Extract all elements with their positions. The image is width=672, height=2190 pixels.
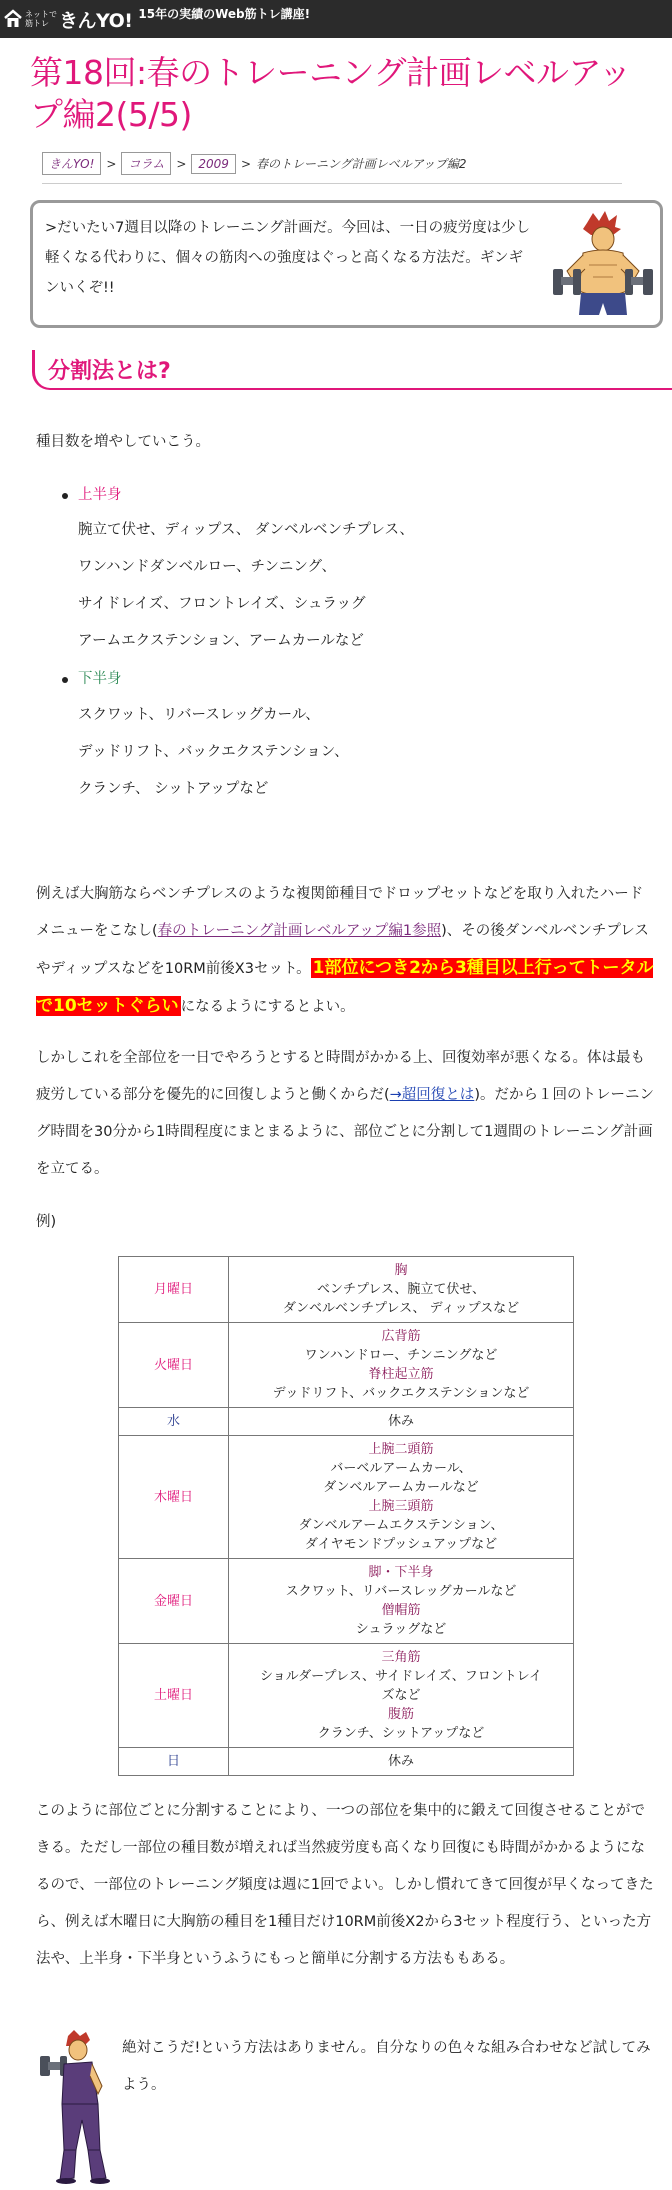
level-up-1-link[interactable]: 春のトレーニング計画レベルアップ編1参照 [157,923,442,939]
lower-body-list [78,697,638,808]
page-title: 第18回:春のトレーニング計画レベルアップ編2(5/5) [30,53,632,134]
schedule-day: 月曜日 [119,1257,229,1323]
table-row [119,1257,574,1323]
paragraph-text: )、その後ダンベルベンチプレスやディップスなどを10RM前後X3セット。 [36,923,649,977]
section-title: 分割法とは? [48,359,171,384]
section-heading [22,350,672,400]
schedule-content [229,1436,574,1559]
schedule-content [229,1257,574,1323]
schedule-day: 金曜日 [119,1559,229,1644]
schedule-day: 木曜日 [119,1436,229,1559]
exercise-line: シュラッグなど [355,1622,447,1637]
breadcrumb-home[interactable]: きんYO! [42,152,101,175]
schedule-content [229,1748,574,1776]
logo-small-bottom: 筋トレ [25,19,49,28]
example-label: 例) [36,1214,57,1230]
exercise-line: ダンベルアームエクステンション、 [298,1518,504,1533]
paragraph-dropset [36,876,656,1026]
breadcrumb-separator: > [240,156,252,171]
muscle-group: 広背筋 [381,1329,421,1344]
final-message: 絶対こうだ!という方法はありません。自分なりの色々な組み合わせなど試してみよう。 [122,2040,651,2093]
intro-text: >だいたい7週目以降のトレーニング計画だ。今回は、一日の疲労度は少し軽くなる代わりに、個々の筋肉への強度はぐっと高くなる方法だ。ギンギンいくぞ!! [45,220,531,296]
exercise-line: スクワット、リバースレッグカールなど [285,1584,517,1599]
site-logo-link[interactable] [4,3,132,35]
logo-small-top: ネットで [25,10,57,19]
exercise-line: ダンベルベンチプレス、 ディップスなど [282,1301,520,1316]
exercise-line: ダイヤモンドプッシュアップなど [304,1537,498,1552]
exercise-line: バーベルアームカール、 [330,1461,472,1476]
exercise-line: ズなど [381,1688,421,1703]
list-line: デッドリフト、バックエクステンション、 [78,744,349,760]
paragraph-text: )。だから１回のトレーニング時間を30分から1時間程度にまとまるように、部位ごとに分割して1週間のトレーニング計画を立てる。 [36,1087,654,1177]
table-row [119,1559,574,1644]
exercise-line: ワンハンドロー、チンニングなど [304,1348,498,1363]
schedule-day: 水 [119,1408,229,1436]
breadcrumb-separator: > [106,156,117,171]
highlight-text: 1部位につき2から3種目以上行ってトータルで10セットぐらい [36,958,654,1016]
table-row [119,1748,574,1776]
super-recovery-link[interactable]: →超回復とは [389,1087,475,1103]
weekly-schedule-table [118,1256,574,1776]
list-line: ワンハンドダンベルロー、チンニング、 [78,559,336,575]
muscle-group: 脚・下半身 [368,1565,434,1580]
breadcrumb-year[interactable]: 2009 [191,154,236,174]
breadcrumb [42,150,622,184]
upper-body-list [78,512,638,660]
muscle-group: 僧帽筋 [381,1603,421,1618]
site-tagline: 15年の実績のWeb筋トレ講座! [138,6,311,21]
table-row [119,1323,574,1408]
paragraph-text: になるようにするとよい。 [180,999,355,1015]
muscle-group: 腹筋 [387,1707,414,1722]
exercise-line: ベンチプレス、腕立て伏せ、 [316,1282,486,1297]
logo-main-text: きんYO! [59,9,133,32]
list-line: サイドレイズ、フロントレイズ、シュラッグ [78,596,366,612]
site-header [0,0,672,38]
rest-label: 休み [387,1414,414,1429]
closing-paragraph: このように部位ごとに分割することにより、一つの部位を集中的に鍛えて回復させることができる。ただし一部位の種目数が増えれば当然疲労度も高くなり回復にも時間がかかるようになるので、一部位のトレーニング頻度は週に1回でよい。しかし慣れてきて回復が早くなってきたら、例えば木曜日に大胸筋の種目を1種目だけ10RM前後X2から3セット程度行う、といった方法や、上半身・下半身というふうにもっと簡単に分割する方法ももある。 [36,1803,654,1967]
table-row [119,1408,574,1436]
table-row [119,1436,574,1559]
muscle-group: 三角筋 [381,1650,421,1665]
logo-small-text [25,10,57,28]
schedule-day: 土曜日 [119,1644,229,1748]
list-line: アームエクステンション、アームカールなど [78,633,364,649]
muscle-group: 脊柱起立筋 [368,1367,434,1382]
dumbbell-character-illustration [40,2030,120,2185]
breadcrumb-separator: > [176,156,187,171]
breadcrumb-column[interactable]: コラム [121,152,171,175]
paragraph-text: しかしこれを全部位を一日でやろうとすると時間がかかる上、回復効率が悪くなる。体は最も疲労している部分を優先的に回復しようと働くからだ( [36,1050,645,1103]
home-icon [4,9,22,29]
muscle-group: 上腕二頭筋 [368,1442,434,1457]
exercise-line: ダンベルアームカールなど [323,1480,479,1495]
rest-label: 休み [387,1754,414,1769]
exercise-line: デッドリフト、バックエクステンションなど [272,1386,530,1401]
schedule-content [229,1323,574,1408]
exercise-line: クランチ、シットアップなど [317,1726,485,1741]
muscle-group: 胸 [394,1263,408,1278]
exercise-line: ショルダープレス、サイドレイズ、フロントレイ [259,1669,543,1684]
schedule-day: 火曜日 [119,1323,229,1408]
schedule-content [229,1559,574,1644]
table-row [119,1644,574,1748]
muscle-group: 上腕三頭筋 [368,1499,434,1514]
lower-body-title: 下半身 [78,664,122,694]
schedule-day: 日 [119,1748,229,1776]
upper-body-title: 上半身 [78,480,122,510]
paragraph-recovery [36,1040,656,1188]
list-line: 腕立て伏せ、ディップス、 ダンベルベンチプレス、 [78,522,414,538]
list-line: スクワット、リバースレッグカール、 [78,707,320,723]
paragraph-text: 例えば大胸筋ならベンチプレスのような複関節種目でドロップセットなどを取り入れたハードメニューをこなし( [36,886,644,939]
intro-box [30,200,663,328]
lead-text: 種目数を増やしていこう。 [36,434,210,450]
list-line: クランチ、 シットアップなど [78,781,269,797]
dumbbell-character-illustration [553,211,653,321]
schedule-content [229,1644,574,1748]
schedule-content [229,1408,574,1436]
breadcrumb-current: 春のトレーニング計画レベルアップ編2 [256,157,467,171]
